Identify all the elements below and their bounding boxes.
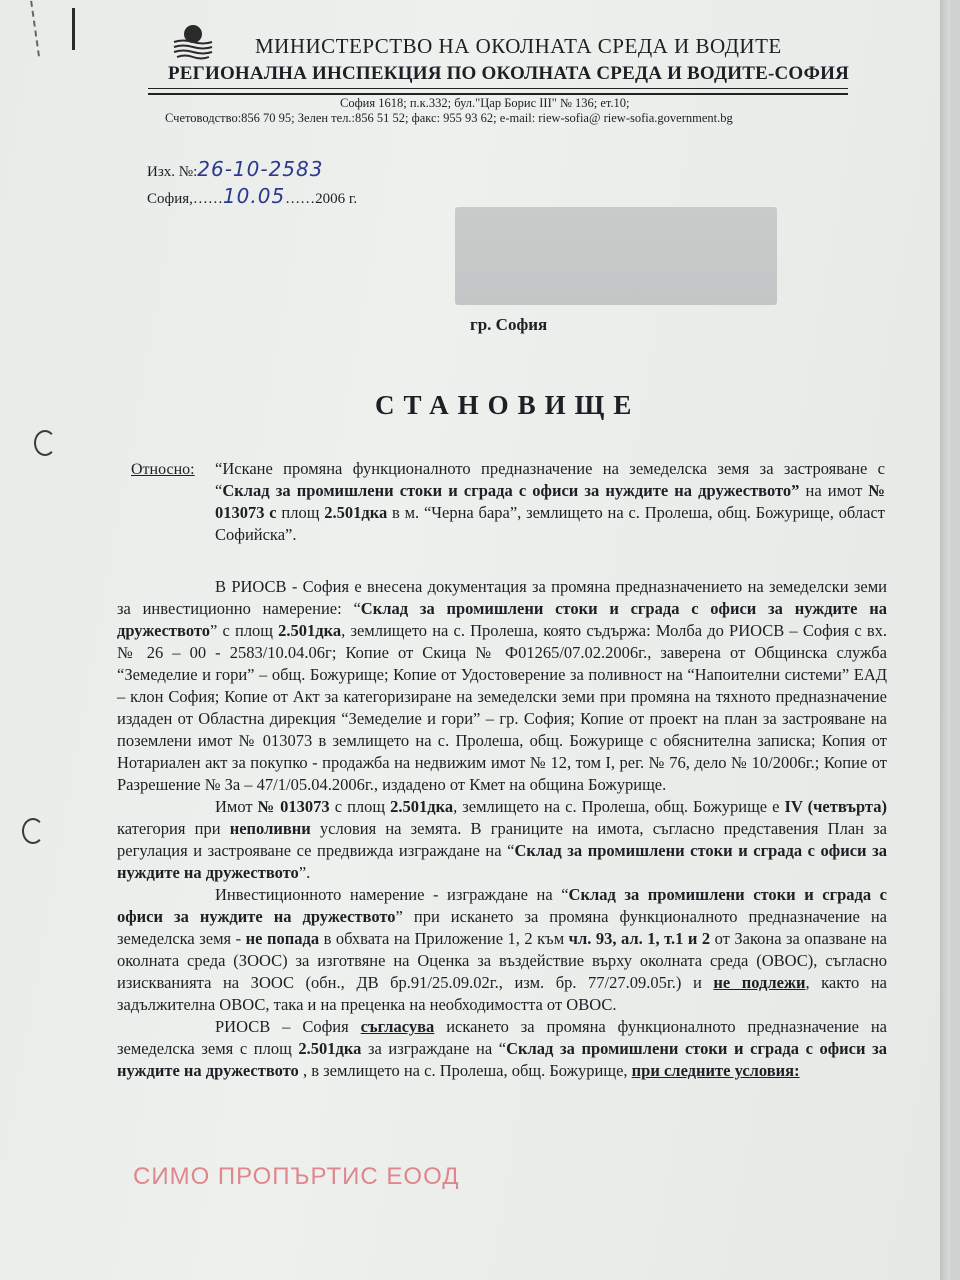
paragraph-investment: Инвестиционното намерение - изграждане на “Склад за промишлени стоки и сграда с офиси за нуждите на дружеството” при искането за промяна функционалното предназначение на земеделска земя - не попада в обхвата на Приложение 1, 2 към чл. 93, ал. 1, т.1 и 2 от Закона за опазване на околната среда (ЗООС) за изготвяне на Оценка за въздействие върху околната среда (ОВОС), съгласно изискванията на ЗООС (обн., ДВ бр.91/25.09.02г., изм. бр. 77/27.09.05г.) и не подлежи, както на задължителна ОВОС, така и на преценка на необходимостта от ОВОС. [117, 885, 887, 1014]
margin-mark [72, 8, 75, 50]
ref-date-handwritten: 10.05 [222, 184, 286, 208]
ref-place-label: София, [147, 191, 193, 207]
regarding-text: “Искане промяна функционалното предназначение на земеделска земя за застрояване с “Склад за промишлени стоки и сграда с офиси за нуждите на дружеството” на имот № 013073 с площ 2.501дка в м. “Черна бара”, землището на с. Пролеша, общ. Божурище, област Софийска”. [215, 459, 885, 544]
inspection-name: РЕГИОНАЛНА ИНСПЕКЦИЯ ПО ОКОЛНАТА СРЕДА И ВОДИТЕ-СОФИЯ [168, 63, 850, 84]
reference-date: София,……10.05……2006 г. [147, 184, 358, 208]
ref-number-label: Изх. №: [147, 164, 198, 180]
address-line: София 1618; п.к.332; бул."Цар Борис III" № 136; ет.10; [340, 96, 630, 110]
regarding-label: Относно: [131, 461, 195, 478]
recipient-city: гр. София [470, 315, 548, 334]
ref-number-handwritten: 26-10-2583 [197, 157, 324, 181]
reference-number [147, 157, 323, 181]
ministry-logo-icon [172, 20, 214, 62]
contacts-line: Счетоводство:856 70 95; Зелен тел.:856 51 52; факс: 955 93 62; e-mail: riew-sofia@ riew-sofia.government.bg [165, 111, 733, 125]
punch-hole [34, 430, 56, 456]
document-body [117, 576, 887, 1082]
paragraph-approval: РИОСВ – София съгласува искането за промяна функционалното предназначение на земеделска земя с площ 2.501дка за изграждане на “Склад за промишлени стоки и сграда с офиси за нуждите на дружеството , в землището на с. Пролеша, общ. Божурище, при следните условия: [117, 1017, 887, 1080]
ref-year: 2006 г. [315, 191, 358, 207]
header-rule [148, 88, 848, 95]
ministry-name: МИНИСТЕРСТВО НА ОКОЛНАТА СРЕДА И ВОДИТЕ [255, 34, 782, 58]
company-stamp: СИМО ПРОПЪРТИС ЕООД [133, 1163, 460, 1190]
page-edge [940, 0, 950, 1280]
paragraph-documentation: В РИОСВ - София е внесена документация за промяна предназначението на земеделски земи за инвестиционно намерение: “Склад за промишлени стоки и сграда с офиси за нуждите на дружеството” с площ 2.501дка, землището на с. Пролеша, която съдържа: Молба до РИОСВ – София с вх. № 26 – 00 - 2583/10.04.06г; Копие от Скица № Ф01265/07.02.2006г., заверена от Общинска служба “Земеделие и гори” – общ. Божурище; Копие от Удостоверение за поливност на “Напоителни системи” ЕАД – клон София; Копие от Акт за категоризиране на земеделски земи при промяна на тяхното предназначение издаден от Областна дирекция “Земеделие и гори” – гр. София; Копие от проект на план за застрояване на поземлени имот № 013073 в землището на с. Пролеша, общ. Божурище с обяснителна записка; Копия от Нотариален акт за покупко - продажба на недвижим имот № 12, том I, рег. № 76, дело № 10/2006г.; Копие от Разрешение № За – 47/1/05.04.2006г., издадено от Кмет на община Божурище. [117, 577, 887, 794]
punch-hole [22, 818, 44, 844]
document-title: СТАНОВИЩЕ [375, 390, 641, 420]
margin-mark [30, 0, 48, 56]
paragraph-property: Имот № 013073 с площ 2.501дка, землището на с. Пролеша, общ. Божурище е IV (четвърта) категория при неполивни условия на земята. В границите на имота, съгласно представения План за регулация и застрояване се предвижда изграждане на “Склад за промишлени стоки и сграда с офиси за нуждите на дружеството”. [117, 797, 887, 882]
redacted-recipient [455, 207, 777, 305]
